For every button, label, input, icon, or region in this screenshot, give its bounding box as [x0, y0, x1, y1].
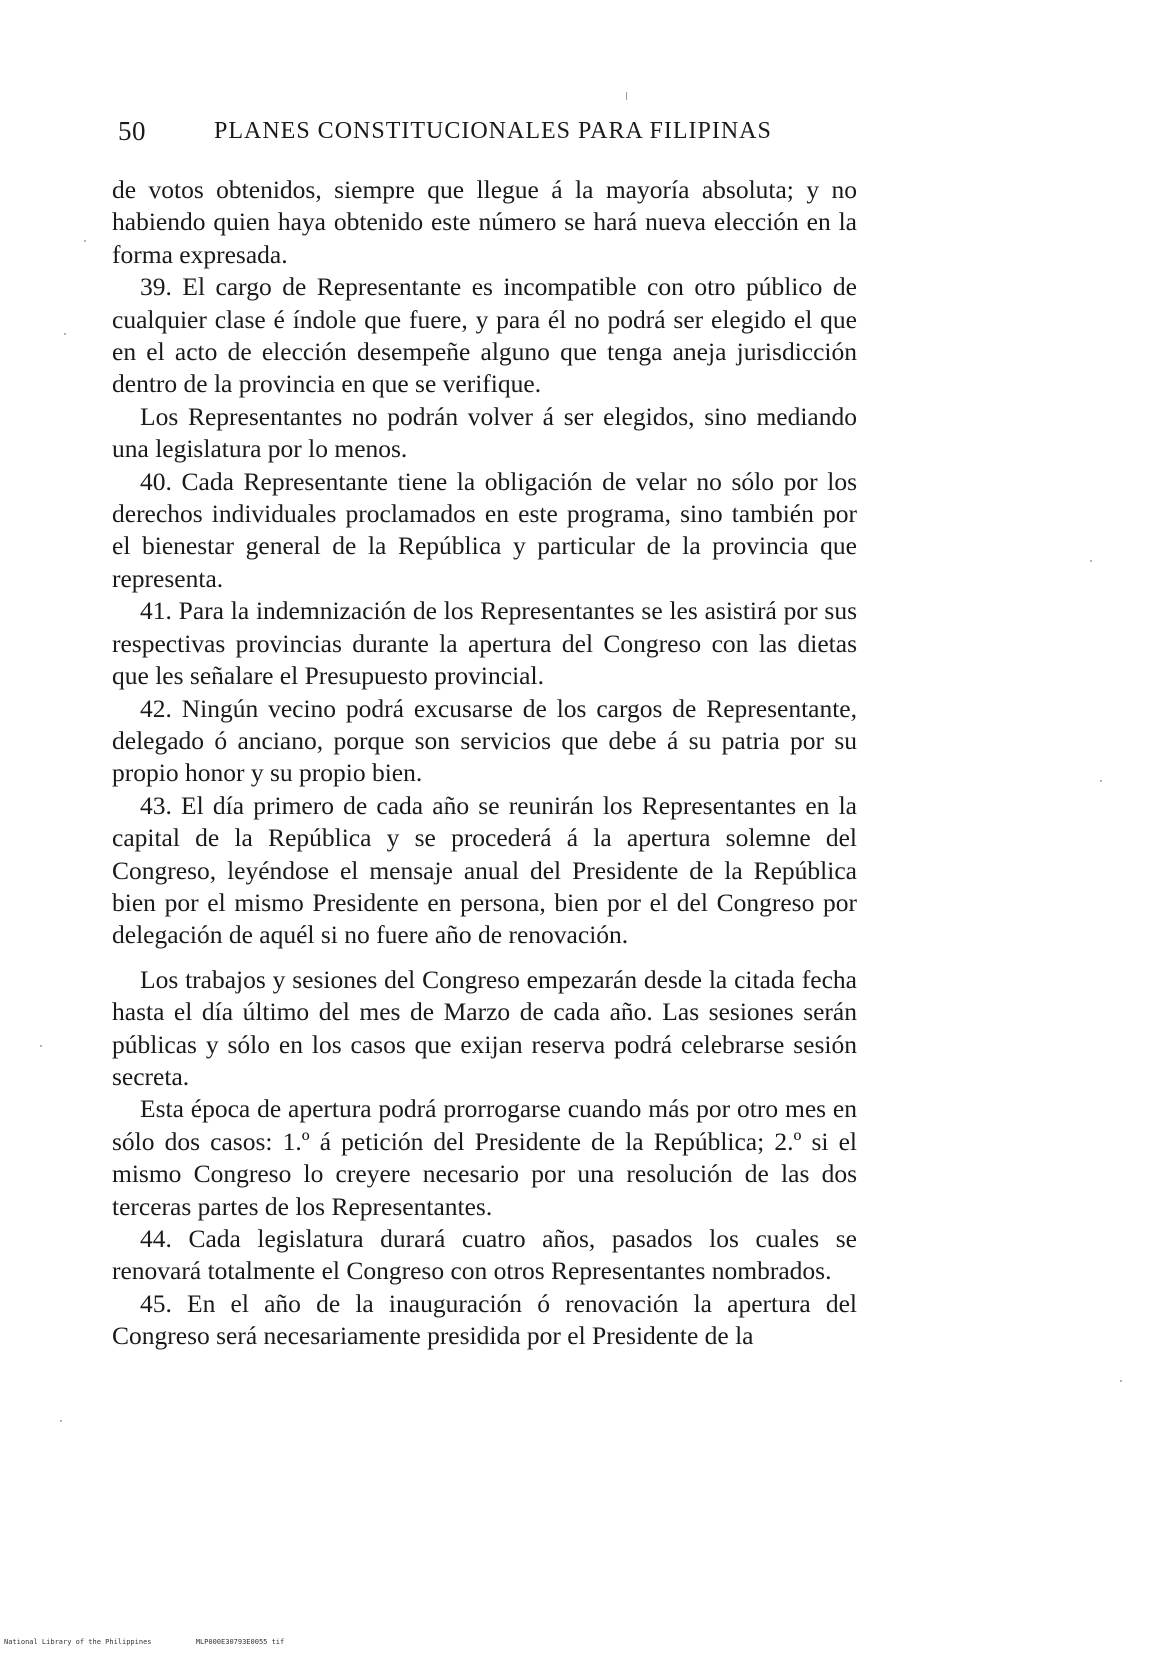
page-header — [118, 116, 878, 150]
paragraph-trabajos-sesiones: Los trabajos y sesiones del Congreso empezarán desde la citada fecha hasta el día último del mes de Marzo de cada año. Las sesiones serán públicas y sólo en los casos que exijan reserva podrá celebrarse sesión secreta. — [112, 964, 857, 1091]
paragraph-article-39: 39. El cargo de Representante es incompatible con otro público de cualquier clase é índole que fuere, y para él no podrá ser elegido el que en el acto de elección desempeñe alguno que tenga aneja jurisdicción dentro de la provincia en que se verifique. — [112, 272, 857, 399]
scan-speck — [84, 240, 86, 242]
paragraph-prorroga: Esta época de apertura podrá prorrogarse cuando más por otro mes en sólo dos casos: 1.º á petición del Presidente de la República; 2.º si el mismo Congreso lo creyere necesario por una resolución de las dos terceras partes de los Representantes. — [112, 1094, 857, 1221]
paragraph-continuation: de votos obtenidos, siempre que llegue á la mayoría absoluta; y no habiendo quien haya obtenido este número se hará nueva elección en la forma expresada. — [112, 175, 857, 269]
scan-speck — [1120, 1380, 1122, 1382]
paragraph-representantes-reeleccion: Los Representantes no podrán volver á ser elegidos, sino mediando una legislatura por lo menos. — [112, 401, 857, 464]
paragraph-article-42: 42. Ningún vecino podrá excusarse de los cargos de Representante, delegado ó anciano, porque son servicios que debe á su patria por su propio honor y su propio bien. — [112, 693, 857, 788]
paragraph-article-40: 40. Cada Representante tiene la obligación de velar no sólo por los derechos individuales proclamados en este programa, sino también por el bienestar general de la República y particular de la provincia que representa. — [112, 466, 857, 593]
scan-speck — [60, 1420, 62, 1422]
body-text — [112, 174, 857, 1353]
paragraph-article-45: 45. En el año de la inauguración ó renovación la apertura del Congreso será necesariamente presidida por el Presidente de la — [112, 1288, 857, 1351]
paragraph-article-44: 44. Cada legislatura durará cuatro años, pasados los cuales se renovará totalmente el Congreso con otros Representantes nombrados. — [112, 1224, 857, 1286]
running-head: PLANES CONSTITUCIONALES PARA FILIPINAS — [214, 118, 772, 144]
scan-footer — [4, 1638, 284, 1646]
scan-speck — [626, 92, 627, 100]
page-number: 50 — [118, 116, 146, 146]
scan-speck — [64, 333, 66, 335]
scan-speck — [1090, 560, 1092, 562]
scan-speck — [1100, 780, 1102, 782]
footer-library: National Library of the Philippines — [4, 1638, 152, 1646]
paragraph-article-41: 41. Para la indemnización de los Representantes se les asistirá por sus respectivas provincias durante la apertura del Congreso con las dietas que les señalare el Presupuesto provincial. — [112, 596, 857, 691]
paragraph-article-43: 43. El día primero de cada año se reunirán los Representantes en la capital de la República y se procederá á la apertura solemne del Congreso, leyéndose el mensaje anual del Presidente de la República bien por el mismo Presidente en persona, bien por el del Congreso por delegación de aquél si no fuere año de renovación. — [112, 790, 857, 950]
footer-code: MLP000E30793E0055 tif — [195, 1638, 285, 1646]
scan-speck — [40, 1045, 42, 1047]
